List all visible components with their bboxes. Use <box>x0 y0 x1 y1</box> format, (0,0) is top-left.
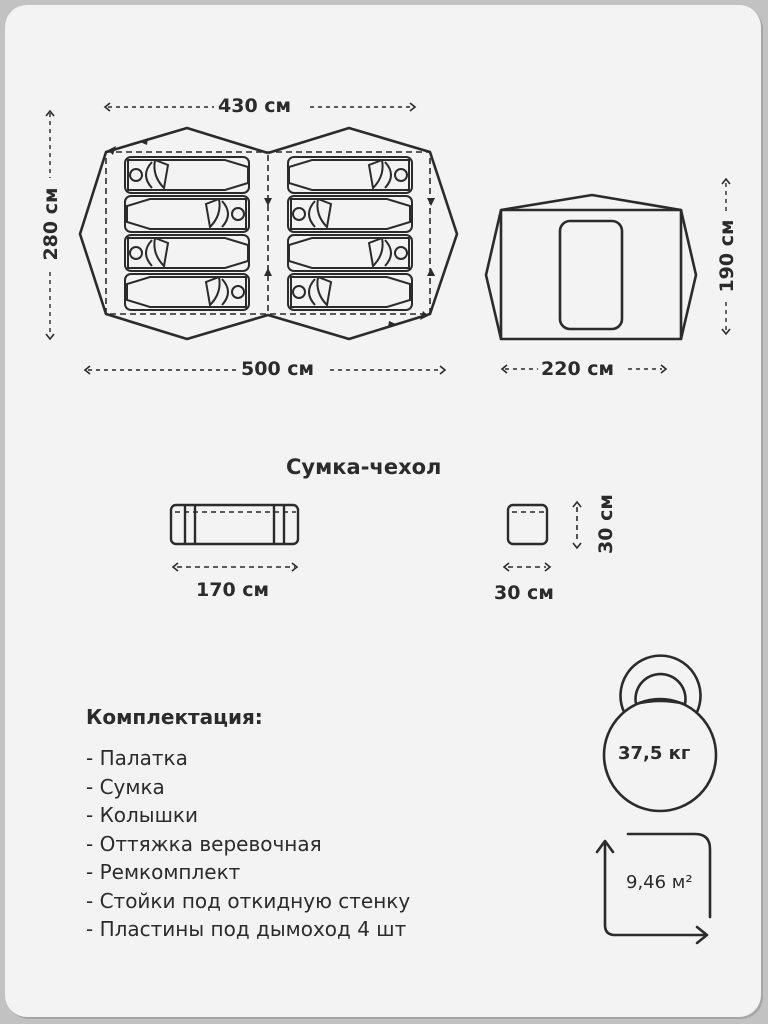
list-item: - Палатка <box>86 746 188 770</box>
bag-height-label: 30 см <box>595 494 617 554</box>
list-item: - Оттяжка веревочная <box>86 831 322 856</box>
list-item: - Ремкомплект <box>86 860 241 884</box>
package-title: Комплектация: <box>86 705 263 729</box>
inner-length-label: 430 см <box>218 95 292 117</box>
bag-title: Сумка-чехол <box>286 455 442 479</box>
front-width-label: 220 см <box>541 358 615 380</box>
list-item: - Колышки <box>86 803 198 827</box>
list-item: - Пластины под дымоход 4 шт <box>86 917 407 941</box>
list-item: - Стойки под откидную стенку <box>86 888 411 913</box>
weight-value: 37,5 кг <box>618 743 691 764</box>
list-item: - Сумка <box>86 774 165 799</box>
width-label: 280 см <box>40 187 62 261</box>
outer-length-label: 500 см <box>241 358 315 380</box>
area-value: 9,46 м² <box>626 872 693 893</box>
front-height-label: 190 см <box>716 219 738 293</box>
bag-length-label: 170 см <box>196 579 270 601</box>
bag-width-label: 30 см <box>494 582 554 604</box>
